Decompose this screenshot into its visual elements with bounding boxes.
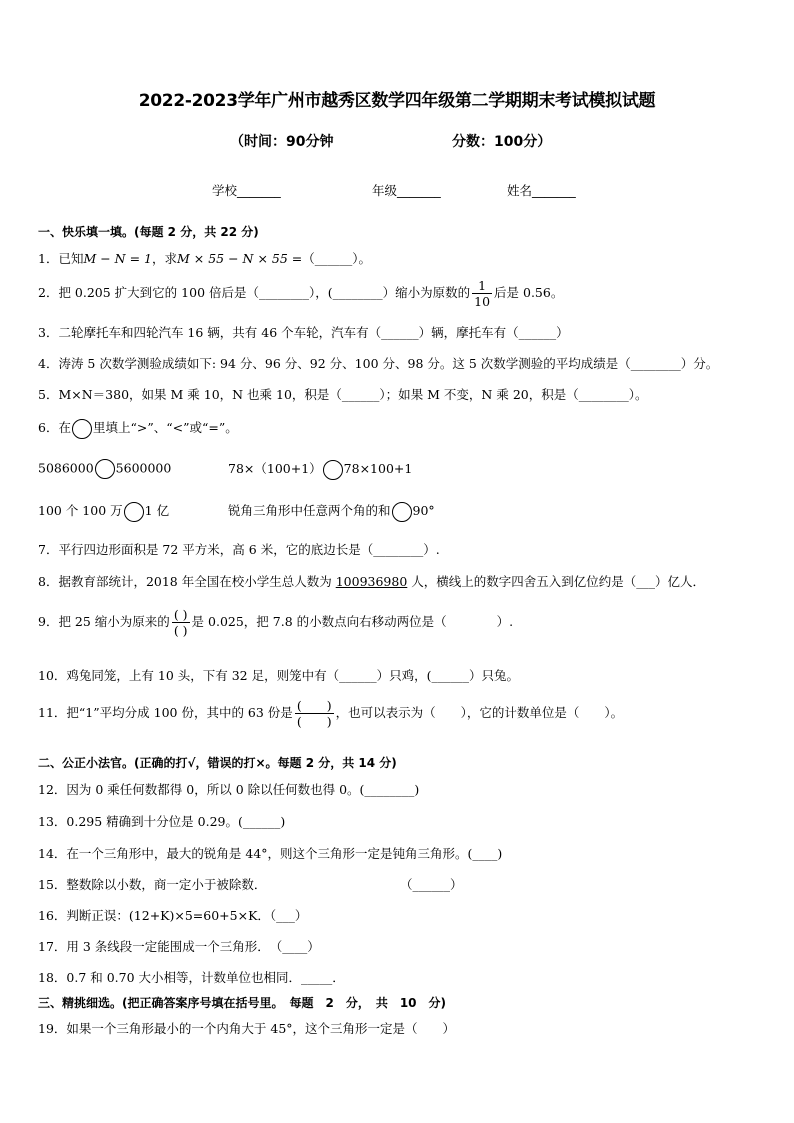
section-3-heading: 三、精挑细选。(把正确答案序号填在括号里。 每题 2 分， 共 10 分) bbox=[38, 996, 447, 1010]
exam-time: （时间：90分钟 bbox=[230, 134, 334, 150]
question-14: 14．在一个三角形中，最大的锐角是 44°，则这个三角形一定是钝角三角形。(____) bbox=[38, 846, 503, 861]
compare-circle[interactable] bbox=[72, 419, 92, 439]
question-6: 6．在 里填上“>”、“<”或“=”。 bbox=[38, 418, 238, 439]
question-17: 17．用 3 条线段一定能围成一个三角形． （____） bbox=[38, 939, 320, 954]
question-7: 7．平行四边形面积是 72 平方米，高 6 米，它的底边长是（________）. bbox=[38, 542, 440, 557]
q6-item-a: 5086000 5600000 bbox=[38, 459, 171, 479]
question-1: 1．已知M − N = 1，求M × 55 − N × 55 =（______）。 bbox=[38, 251, 372, 266]
question-3: 3．二轮摩托车和四轮汽车 16 辆，共有 46 个车轮，汽车有（______）辆，摩托车有（______） bbox=[38, 325, 569, 340]
question-13: 13．0.295 精确到十分位是 0.29。(______) bbox=[38, 814, 286, 829]
school-field[interactable]: 学校_______ bbox=[212, 183, 281, 198]
question-18: 18．0.7 和 0.70 大小相等，计数单位也相同．_____． bbox=[38, 970, 345, 985]
question-8: 8．据教育部统计，2018 年全国在校小学生总人数为 100936980 人，横线上的数字四舍五入到亿位约是（___）亿人． bbox=[38, 574, 706, 589]
q6-item-c: 100 个 100 万 1 亿 bbox=[38, 501, 169, 522]
question-15: 15．整数除以小数，商一定小于被除数． bbox=[38, 877, 267, 892]
question-2: 2．把 0.205 扩大到它的 100 倍后是（________），(________）缩小为原数的 $\frac{1}{10}$ 后是 0.56。 bbox=[38, 278, 564, 309]
q6-item-b: 78×（100+1） 78×100+1 bbox=[228, 459, 412, 480]
q6-item-d: 锐角三角形中任意两个角的和 90° bbox=[228, 501, 435, 522]
fraction-blank-2: $\frac{( )}{( )}$ bbox=[296, 698, 332, 729]
question-10: 10．鸡兔同笼，上有 10 头，下有 32 足，则笼中有（______）只鸡，(______）只兔。 bbox=[38, 668, 519, 683]
compare-circle-b[interactable] bbox=[323, 460, 343, 480]
question-15-blank: （______） bbox=[400, 877, 463, 892]
fraction-blank: $\frac{( )}{( )}$ bbox=[173, 607, 188, 638]
question-5: 5．M×N＝380，如果 M 乘 10，N 也乘 10，积是（______）；如果 M 不变，N 乘 20，积是（________）。 bbox=[38, 387, 648, 402]
grade-field[interactable]: 年级_______ bbox=[372, 183, 441, 198]
section-1-heading: 一、快乐填一填。(每题 2 分，共 22 分) bbox=[38, 225, 259, 239]
question-11: 11．把“1”平均分成 100 份，其中的 63 份是 $\frac{( )}{( )}$ ，也可以表示为（ ），它的计数单位是（ ）。 bbox=[38, 698, 624, 729]
question-9: 9．把 25 缩小为原来的 $\frac{( )}{( )}$ 是 0.025，把 7.8 的小数点向右移动两位是（ ）. bbox=[38, 607, 514, 638]
question-16: 16．判断正误：(12+K)×5=60+5×K．（___） bbox=[38, 908, 308, 923]
compare-circle-a[interactable] bbox=[95, 459, 115, 479]
question-12: 12．因为 0 乘任何数都得 0，所以 0 除以任何数也得 0。(________) bbox=[38, 782, 420, 797]
question-19: 19．如果一个三角形最小的一个内角大于 45°，这个三角形一定是（ ） bbox=[38, 1021, 456, 1036]
exam-score: 分数：100分） bbox=[452, 134, 552, 150]
compare-circle-d[interactable] bbox=[392, 502, 412, 522]
question-4: 4．涛涛 5 次数学测验成绩如下: 94 分、96 分、92 分、100 分、98 分。这 5 次数学测验的平均成绩是（________）分。 bbox=[38, 356, 719, 371]
fraction-1-10: $\frac{1}{10}$ bbox=[474, 278, 491, 309]
name-field[interactable]: 姓名_______ bbox=[507, 183, 576, 198]
section-2-heading: 二、公正小法官。(正确的打√，错误的打×。每题 2 分，共 14 分) bbox=[38, 756, 397, 770]
compare-circle-c[interactable] bbox=[124, 502, 144, 522]
exam-title: 2022-2023学年广州市越秀区数学四年级第二学期期末考试模拟试题 bbox=[138, 91, 656, 111]
